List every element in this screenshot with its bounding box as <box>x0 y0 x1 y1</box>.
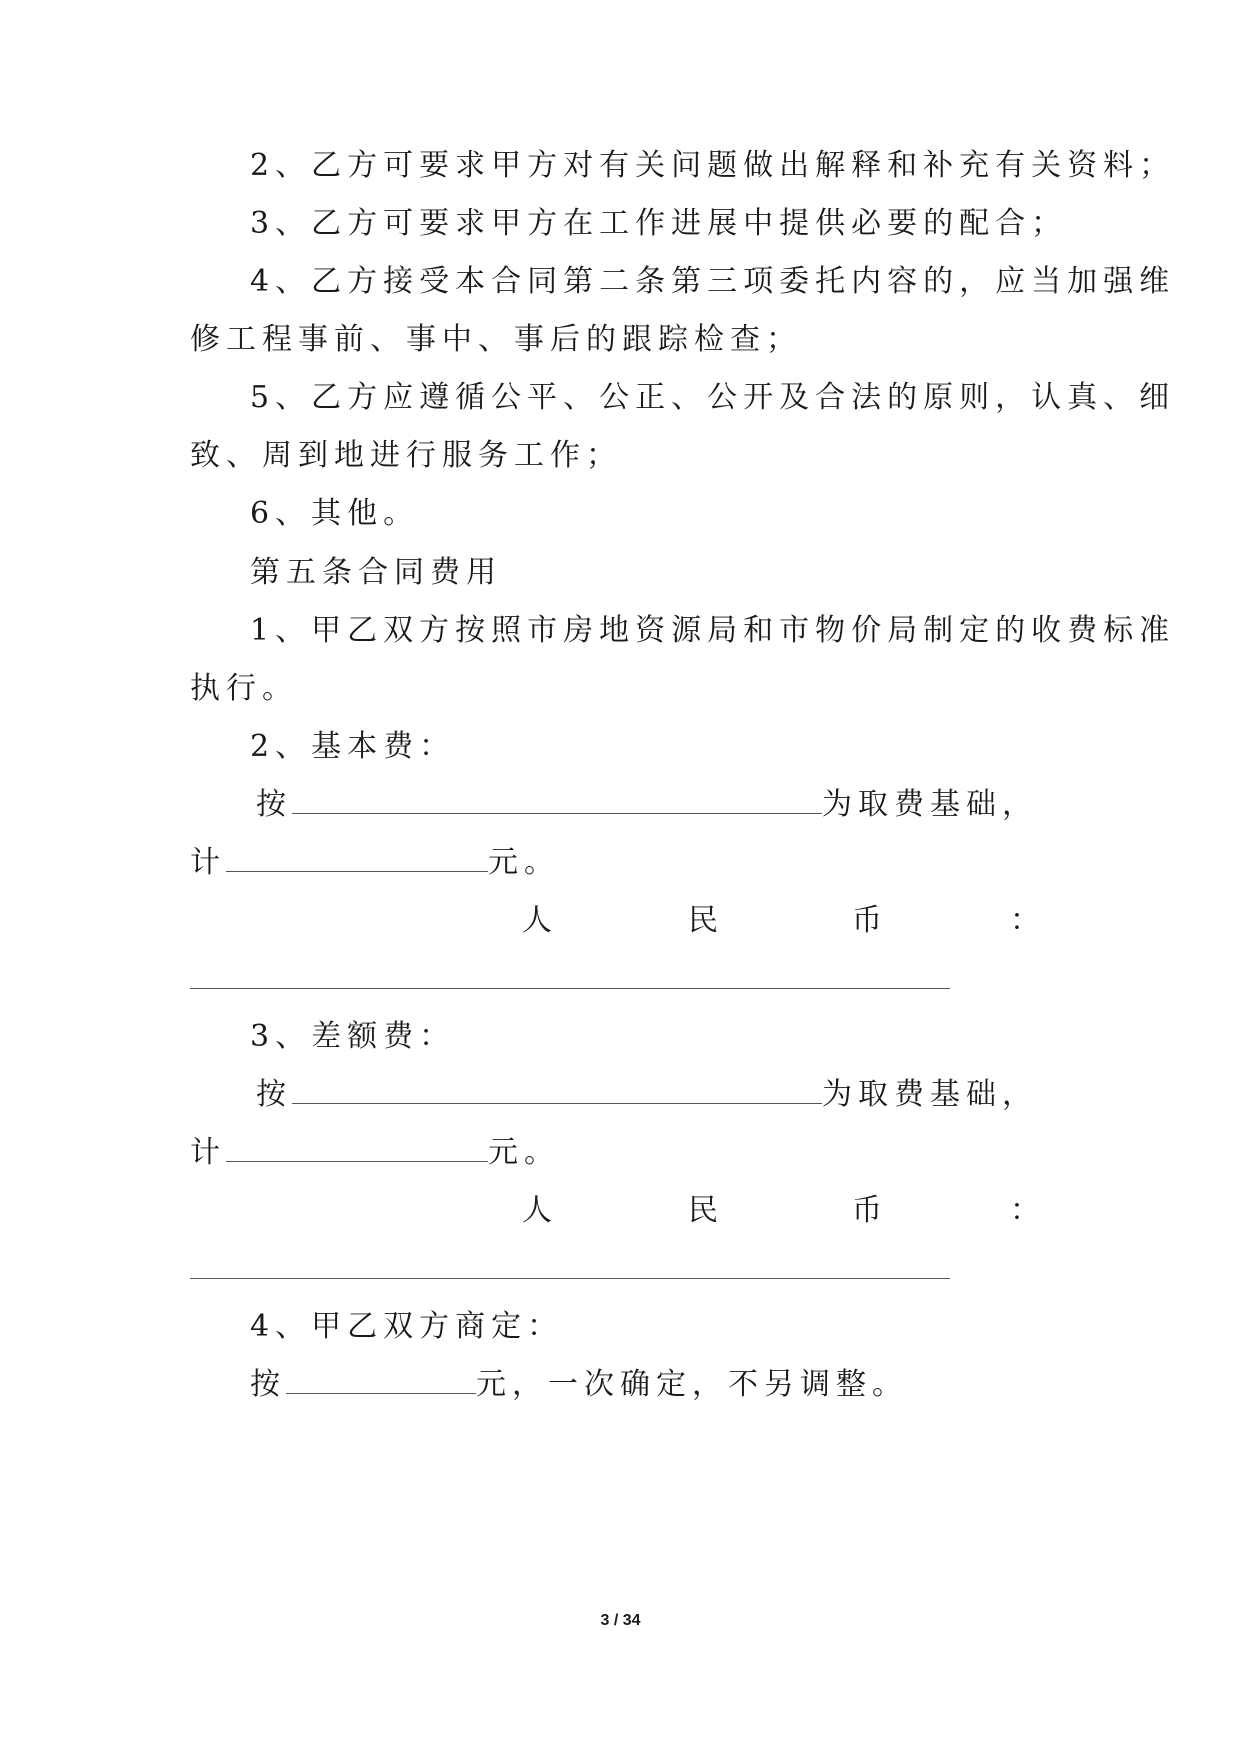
diff-fee-amount-row <box>190 1133 560 1173</box>
basic-fee-ji: 计 <box>190 845 226 880</box>
basic-fee-an: 按 <box>256 787 292 822</box>
fee-item-1-line2: 执行。 <box>190 671 298 706</box>
basic-fee-yuan: 元。 <box>488 845 560 880</box>
fee-item-3: 3、差额费： <box>250 1019 456 1054</box>
diff-fee-ji: 计 <box>190 1135 226 1170</box>
basic-fee-rmb-char1: 人 <box>522 903 552 938</box>
agreed-fee-an: 按 <box>250 1367 286 1402</box>
diff-fee-rmb-char1: 人 <box>522 1193 552 1228</box>
clause-item-5-line1: 5、乙方应遵循公平、公正、公开及合法的原则，认真、细 <box>250 380 1176 415</box>
agreed-fee-blank[interactable] <box>286 1365 476 1394</box>
clause-item-2: 2、乙方可要求甲方对有关问题做出解释和补充有关资料； <box>250 148 1176 183</box>
basic-fee-rmb-char3: 币 <box>852 903 882 938</box>
fee-item-1-line1: 1、甲乙双方按照市房地资源局和市物价局制定的收费标准 <box>250 613 1176 648</box>
agreed-fee-text: 元，一次确定，不另调整。 <box>476 1367 908 1402</box>
clause-item-6: 6、其他。 <box>250 496 420 531</box>
diff-fee-basis-text: 为取费基础， <box>822 1077 1038 1112</box>
diff-fee-rmb-colon: ： <box>1010 1193 1040 1228</box>
fee-item-2: 2、基本费： <box>250 729 456 764</box>
basic-fee-rmb-char2: 民 <box>688 903 718 938</box>
diff-fee-basis-blank[interactable] <box>292 1075 822 1104</box>
article-5-heading: 第五条合同费用 <box>250 555 502 590</box>
basic-fee-amount-blank[interactable] <box>226 843 488 872</box>
clause-item-3: 3、乙方可要求甲方在工作进展中提供必要的配合； <box>250 206 1068 241</box>
basic-fee-rmb-blank[interactable] <box>190 988 950 989</box>
diff-fee-rmb-char2: 民 <box>688 1193 718 1228</box>
basic-fee-amount-row <box>190 843 560 883</box>
basic-fee-rmb-colon: ： <box>1010 903 1040 938</box>
diff-fee-an: 按 <box>256 1077 292 1112</box>
diff-fee-rmb-char3: 币 <box>852 1193 882 1228</box>
basic-fee-basis-row <box>256 785 1038 825</box>
clause-item-4-line1: 4、乙方接受本合同第二条第三项委托内容的，应当加强维 <box>250 264 1176 299</box>
diff-fee-rmb-blank[interactable] <box>190 1278 950 1279</box>
basic-fee-basis-text: 为取费基础， <box>822 787 1038 822</box>
diff-fee-yuan: 元。 <box>488 1135 560 1170</box>
fee-item-4: 4、甲乙双方商定： <box>250 1309 564 1344</box>
page-number: 3 / 34 <box>600 1612 641 1629</box>
clause-item-4-line2: 修工程事前、事中、事后的跟踪检查； <box>190 322 802 357</box>
diff-fee-basis-row <box>256 1075 1038 1115</box>
basic-fee-basis-blank[interactable] <box>292 785 822 814</box>
clause-item-5-line2: 致、周到地进行服务工作； <box>190 438 622 473</box>
agreed-fee-row <box>250 1365 908 1405</box>
diff-fee-amount-blank[interactable] <box>226 1133 488 1162</box>
